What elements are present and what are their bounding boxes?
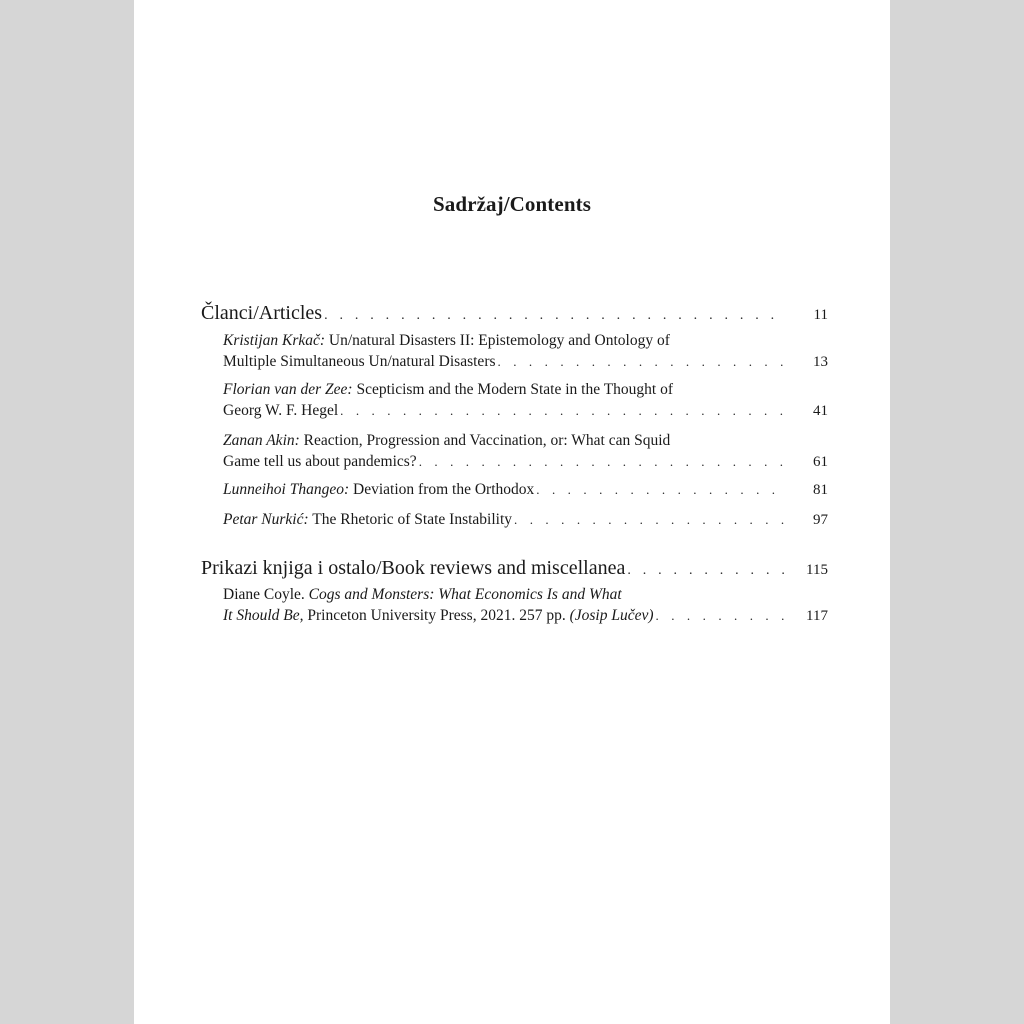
entry-title-line1: Reaction, Progression and Vaccination, or: What can Squid [303,432,671,449]
entry-author: Florian van der Zee: [223,381,353,398]
entry-author: Zanan Akin: [223,432,300,449]
leader-dots [627,563,784,579]
section-heading-articles[interactable] [201,302,828,325]
toc-entry[interactable] [223,509,828,531]
review-author: Diane Coyle. [223,586,305,603]
page-number: 81 [813,482,828,498]
book-title-line1: Cogs and Monsters: What Economics Is and What [308,586,622,603]
reviewer-name: (Josip Lučev) [569,607,654,624]
toc-entry[interactable] [223,479,828,501]
entry-title: The Rhetoric of State Instability [312,511,513,528]
publisher-info: Princeton University Press, 2021. 257 pp. [307,607,566,624]
section-heading-label: Prikazi knjiga i ostalo/Book reviews and miscellanea [201,557,626,579]
toc-entry[interactable] [223,430,828,473]
entry-title-line1: Un/natural Disasters II: Epistemology and Ontology of [328,332,670,349]
section-heading-label: Članci/Articles [201,302,323,324]
section-heading-book-reviews[interactable] [201,557,828,580]
entry-title-line2: Multiple Simultaneous Un/natural Disasters [223,353,496,370]
leader-dots [419,451,784,472]
leader-dots [514,509,784,530]
toc-entry[interactable] [223,379,828,422]
page-number: 115 [806,562,828,578]
entry-title-line1: Scepticism and the Modern State in the Thought of [356,381,673,398]
page-number: 11 [813,307,828,323]
entry-title-line2: Game tell us about pandemics? [223,453,417,470]
page-number: 41 [813,403,828,419]
leader-dots [340,400,784,421]
document-page [134,0,890,1024]
entry-author: Petar Nurkić: [223,511,309,528]
leader-dots [324,308,784,324]
leader-dots [656,605,784,626]
entry-author: Kristijan Krkač: [223,332,326,349]
toc-entry[interactable] [223,330,828,373]
page-title: Sadržaj/Contents [433,192,591,216]
book-title-line2: It Should Be, [223,607,304,624]
page-number: 97 [813,512,828,528]
entry-author: Lunneihoi Thangeo: [223,481,350,498]
leader-dots [498,351,784,372]
leader-dots [536,479,784,500]
page-number: 117 [806,608,828,624]
entry-title: Deviation from the Orthodox [353,481,535,498]
toc-entry[interactable] [223,584,828,627]
page-number: 13 [813,354,828,370]
page-number: 61 [813,454,828,470]
entry-title-line2: Georg W. F. Hegel [223,402,339,419]
